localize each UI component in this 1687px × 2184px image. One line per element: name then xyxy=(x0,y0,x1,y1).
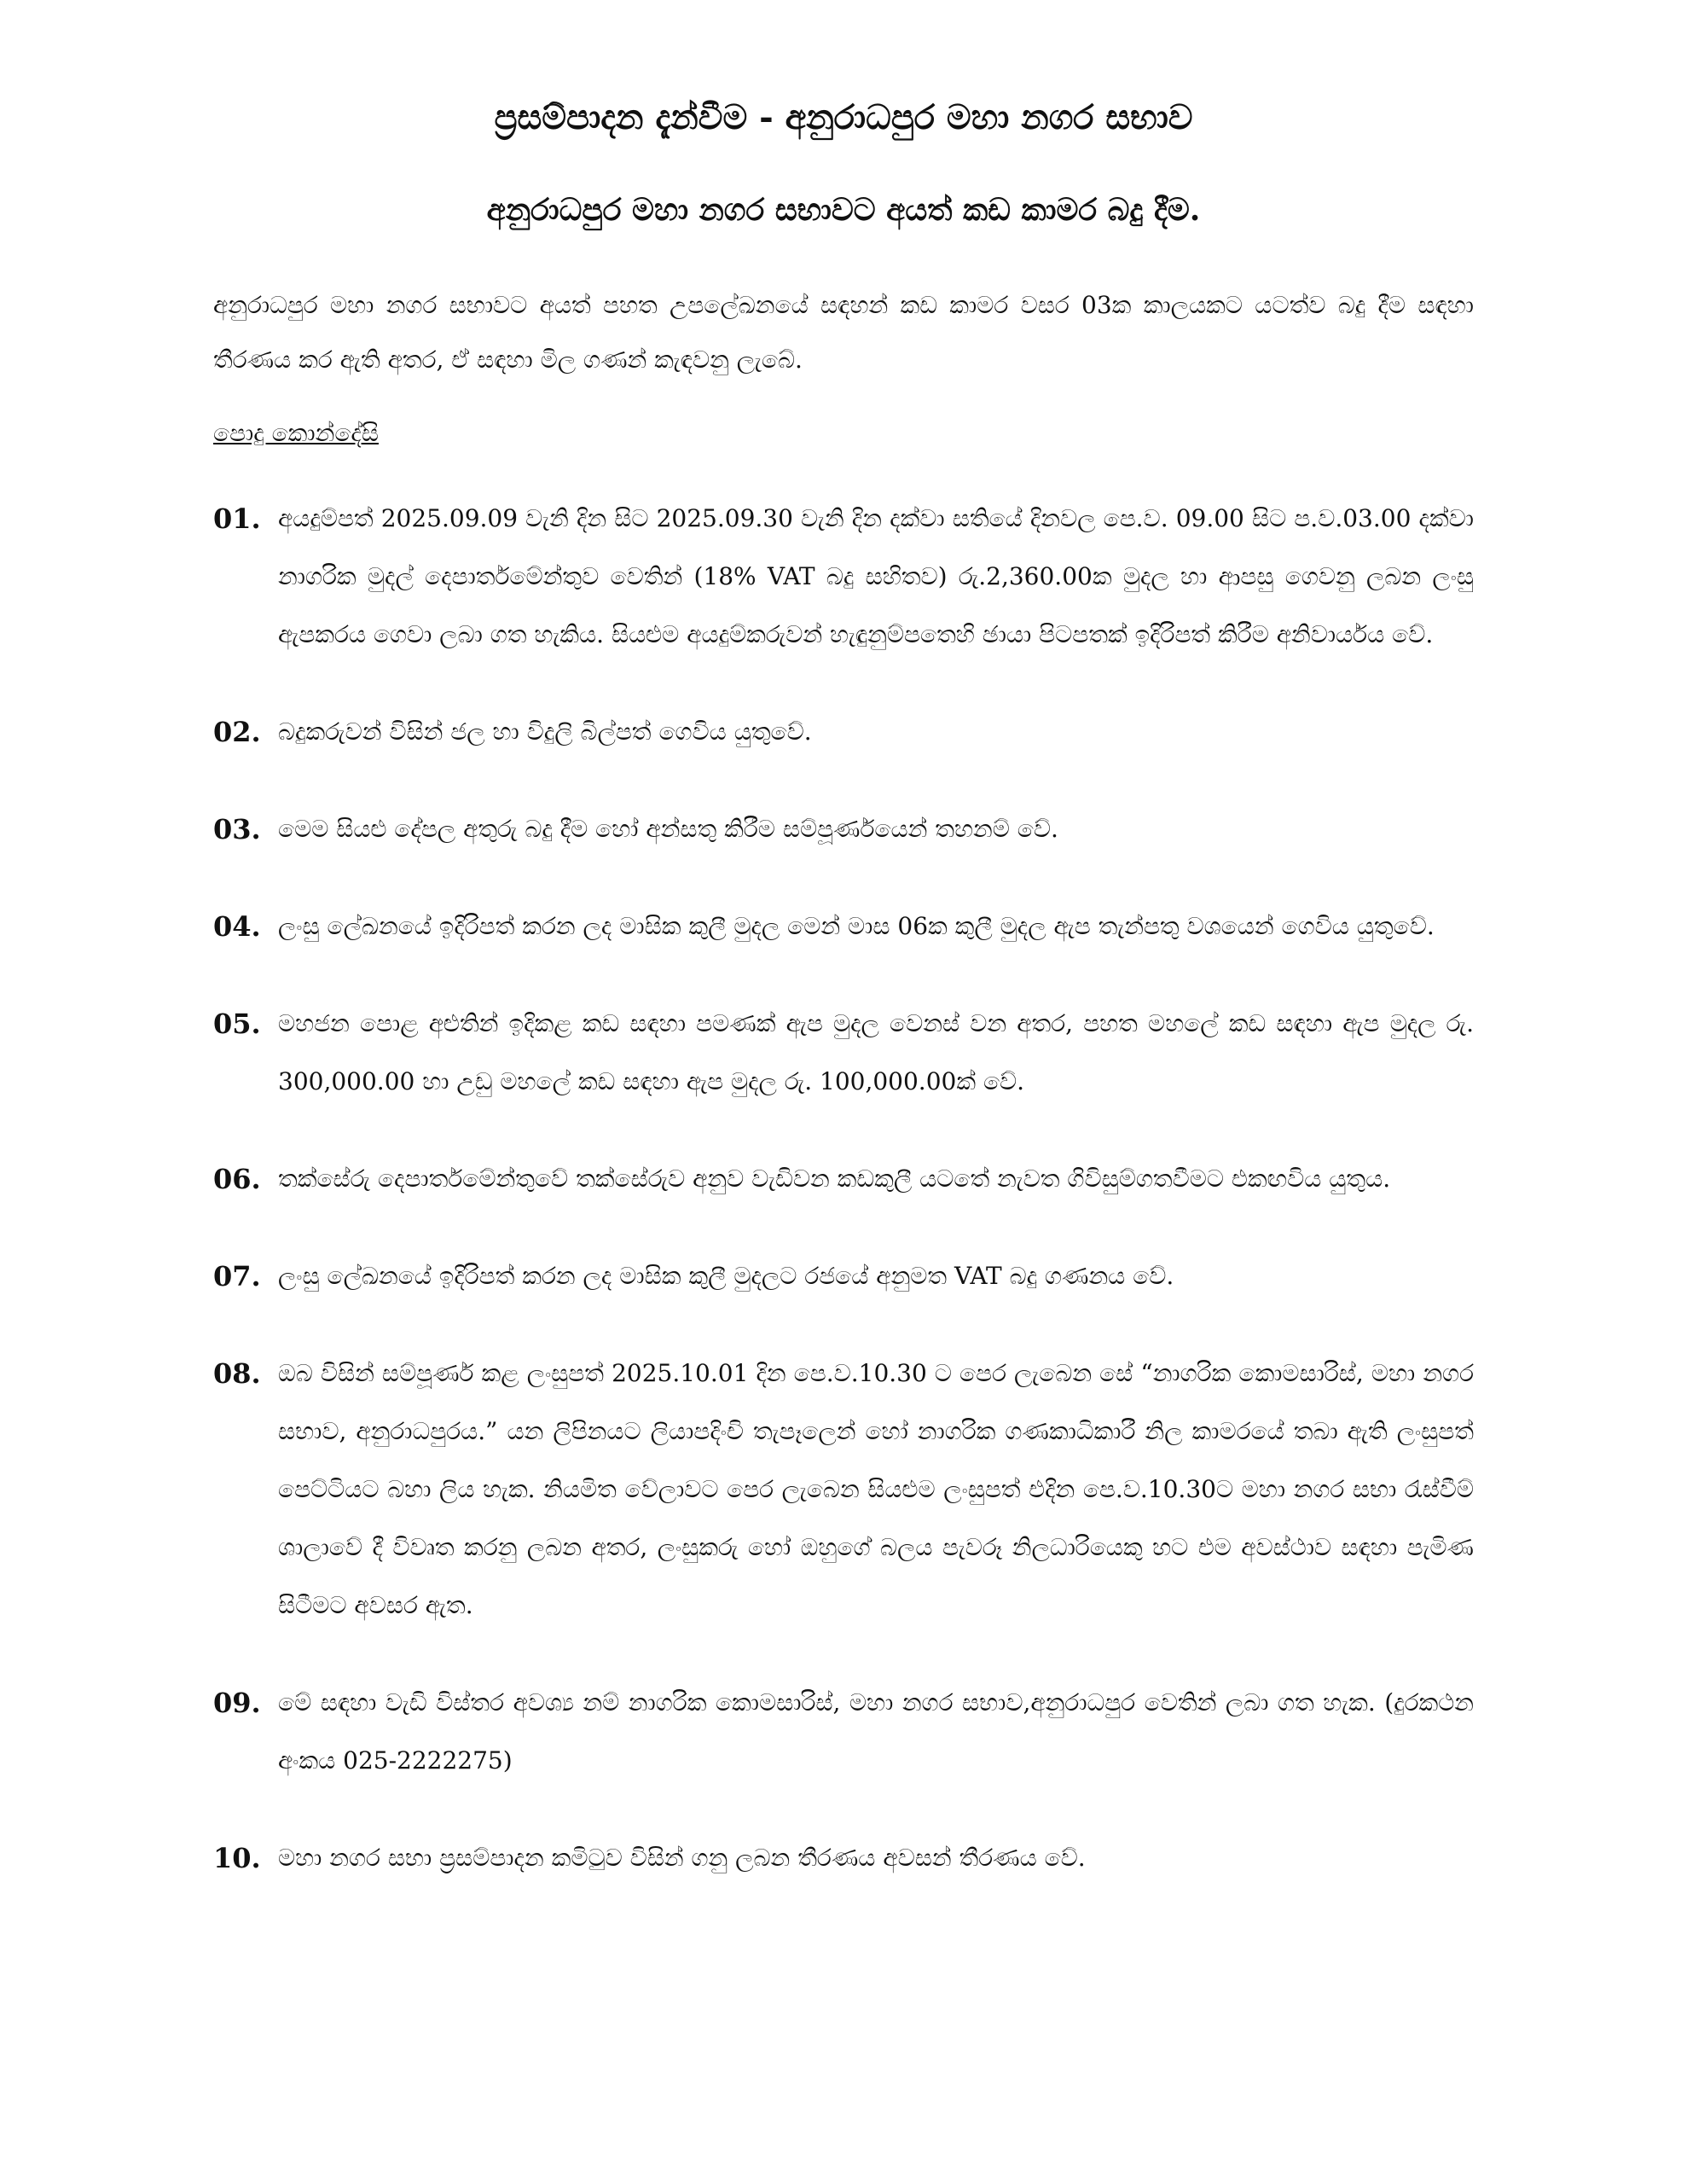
condition-number: 09. xyxy=(213,1687,261,1719)
condition-text: ලංසු ලේඛනයේ ඉදිරිපත් කරන ලද මාසික කුලී මුදලට රජයේ අනුමත VAT බදු ගණනය වේ. xyxy=(278,1262,1174,1290)
condition-number: 10. xyxy=(213,1842,261,1874)
notice-subtitle: අනුරාධපුර මහා නගර සභාවට අයත් කඩ කාමර බදු දීම. xyxy=(486,192,1201,228)
condition-text: අයදුම්පත් 2025.09.09 වැනි දින සිට 2025.09.30 වැනි දින දක්වා සතියේ දිනවල පෙ.ව. 09.00 සිට ප.ව.03.00 දක්වා නාගරික මුදල් දෙපාර්තමේන්තුව වෙතින් (18% VAT බදු සහිතව) රු.2,360.00ක මුදල හා ආපසු ගෙවනු ලබන ලංසු ඇපකරය ගෙවා ලබා ගත හැකිය. සියළුම අයදුම්කරුවන් හැඳුනුම්පතෙහි ඡායා පිටපතක් ඉදිරිපත් කිරීම අනිවාර්යය වේ. xyxy=(278,504,1474,648)
condition-number: 06. xyxy=(213,1163,261,1195)
condition-item xyxy=(213,1674,1474,1790)
condition-number: 08. xyxy=(213,1357,261,1390)
condition-item xyxy=(213,1345,1474,1635)
condition-text: මහජන පොළ අළුතින් ඉදිකළ කඩ සඳහා පමණක් ඇප මුදල වෙනස් වන අතර, පහත මහලේ කඩ සඳහා ඇප මුදල රු. 300,000.00 හා උඩු මහලේ කඩ සඳහා ඇප මුදල රු. 100,000.00ක් වේ. xyxy=(278,1009,1474,1095)
conditions-list xyxy=(213,490,1474,1887)
condition-item xyxy=(213,703,1474,761)
condition-item xyxy=(213,897,1474,956)
notice-title: ප්‍රසම්පාදන දැන්වීම - අනුරාධපුර මහා නගර සභාව xyxy=(494,97,1193,137)
intro-paragraph: අනුරාධපුර මහා නගර සභාවට අයත් පහත උපලේඛනයේ සඳහන් කඩ කාමර වසර 03ක කාලයකට යටත්ව බදු දීම සඳහා තීරණය කර ඇති අතර, ඒ සඳහා මිල ගණන් කැඳවනු ලැබේ. xyxy=(213,291,1474,374)
condition-number: 04. xyxy=(213,910,261,943)
condition-item xyxy=(213,1247,1474,1305)
condition-number: 05. xyxy=(213,1008,261,1040)
condition-item xyxy=(213,490,1474,664)
condition-text: තක්සේරු දෙපාර්තමේන්තුවේ තක්සේරුව අනුව වැඩිවන කඩකුලී යටතේ නැවත ගිවිසුම්ගතවීමට එකඟවිය යුතුය. xyxy=(278,1165,1391,1193)
condition-text: ඔබ විසින් සම්පූර්ණ කළ ලංසුපත් 2025.10.01 දින පෙ.ව.10.30 ට පෙර ලැබෙන සේ “නාගරික කොමසාරිස්, මහා නගර සභාව, අනුරාධපුරය.” යන ලිපිනයට ලියාපදිංචි තැපෑලෙන් හෝ නාගරික ගණකාධිකාරී නිල කාමරයේ තබා ඇති ලංසුපත් පෙට්ටියට බහා ලිය හැක. නියමිත වේලාවට පෙර ලැබෙන සියළුම ලංසුපත් එදින පෙ.ව.10.30ට මහා නගර සභා රැස්වීම් ශාලාවේ දී විවෘත කරනු ලබන අතර, ලංසුකරු හෝ ඔහුගේ බලය පැවරූ නිලධාරියෙකු හට එම අවස්ථාව සඳහා පැමිණ සිටීමට අවසර ඇත. xyxy=(278,1359,1474,1619)
condition-text: මෙම සියළු දේපල අතුරු බදු දීම හෝ අන්සතු කිරීම සම්පූර්ණයෙන් තහනම් වේ. xyxy=(278,815,1058,843)
condition-item xyxy=(213,995,1474,1111)
condition-text: බදුකරුවන් විසින් ජල හා විදුලි බිල්පත් ගෙවිය යුතුවේ. xyxy=(278,717,812,746)
general-conditions-heading: පොදු කොන්දේසි xyxy=(213,419,379,447)
condition-item xyxy=(213,1829,1474,1887)
condition-number: 03. xyxy=(213,813,261,845)
condition-text: ලංසු ලේඛනයේ ඉදිරිපත් කරන ලද මාසික කුලී මුදල මෙන් මාස 06ක කුලී මුදල ඇප තැන්පතු වශයෙන් ගෙවිය යුතුවේ. xyxy=(278,912,1435,940)
condition-number: 02. xyxy=(213,716,261,748)
condition-number: 01. xyxy=(213,502,261,535)
condition-item xyxy=(213,1150,1474,1208)
condition-text: මහා නගර සභා ප්‍රසම්පාදන කමිටුව විසින් ගනු ලබන තීරණය අවසන් තීරණය වේ. xyxy=(278,1844,1086,1872)
condition-number: 07. xyxy=(213,1260,261,1292)
condition-item xyxy=(213,800,1474,858)
condition-text: මේ සඳහා වැඩි විස්තර අවශ්‍ය නම් නාගරික කොමසාරිස්, මහා නගර සභාව,අනුරාධපුර වෙතින් ලබා ගත හැක. (දුරකථන අංකය 025-2222275) xyxy=(278,1688,1474,1774)
